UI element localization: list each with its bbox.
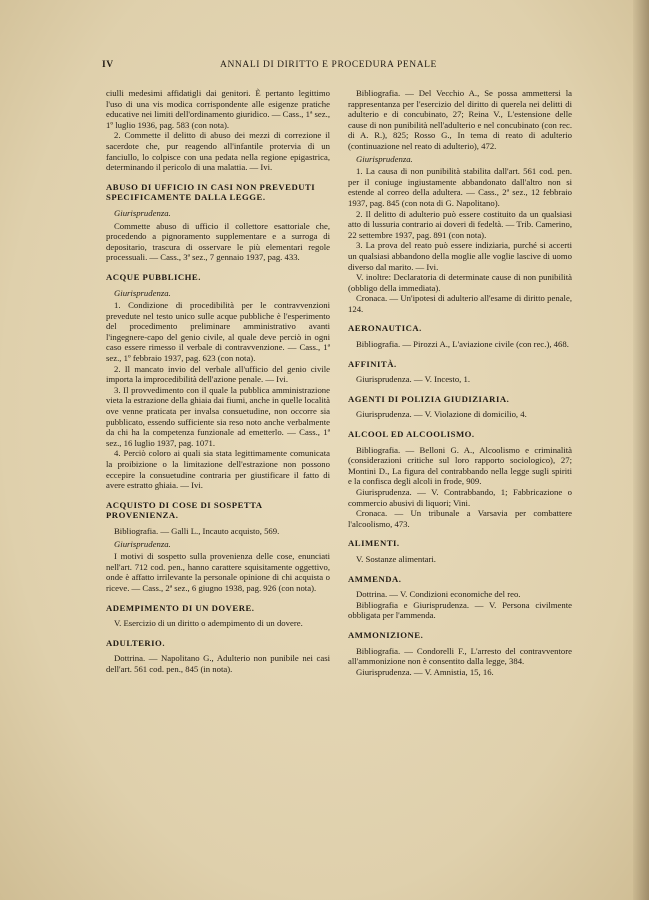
section-label: Giurisprudenza. <box>114 287 171 298</box>
entry-heading-alcool: ALCOOL ED ALCOOLISMO. <box>348 429 475 440</box>
paragraph: Bibliografia. — Galli L., Incauto acquisto, 569. <box>114 525 280 536</box>
running-title: ANNALI DI DIRITTO E PROCEDURA PENALE <box>220 60 437 70</box>
left-column <box>106 88 330 675</box>
paragraph: Cronaca. — Un tribunale a Varsavia per combattere l'alcoolismo, 473. <box>348 508 572 529</box>
entry-heading-ammenda: AMMENDA. <box>348 573 402 584</box>
entry-heading-agenti-polizia: AGENTI DI POLIZIA GIUDIZIARIA. <box>348 393 510 404</box>
paragraph: 4. Perciò coloro ai quali sia stata legittimamente comunicata la proibizione o la limitazione dell'estrazione non possono eccepire la consuetudine contraria per giustificare il fatto di avere estratto ghiaia. — Ivi. <box>106 448 330 491</box>
paragraph: V. Esercizio di un diritto o adempimento di un dovere. <box>114 618 303 629</box>
paragraph: 3. La prova del reato può essere indiziaria, purché si accerti un qualsiasi abbandono della moglie alle voglie lascive di uomo diverso dal marito. — Ivi. <box>348 240 572 272</box>
page-header <box>102 60 602 74</box>
paragraph: Giurisprudenza. — V. Amnistia, 15, 16. <box>356 666 494 677</box>
entry-heading-affinita: AFFINITÀ. <box>348 358 397 369</box>
paragraph: 1. Condizione di procedibilità per le contravvenzioni prevedute nel testo unico sulle acque pubbliche è l'esperimento del procedimento preliminare amministrativo avanti l'ingegnere-capo del genio civile, al quale deve perciò in ogni caso essere rimesso il verbale di contravvenzione. — Cass., 1ª sez., 1º febbraio 1937, pag. 623 (con nota). <box>106 300 330 364</box>
paragraph: I motivi di sospetto sulla provenienza delle cose, enunciati nell'art. 712 cod. pen., hanno carattere squisitamente oggettivo, onde è affatto irrilevante la personale opinione di chi acquista o riceve. — Cass., 2ª sez., 6 giugno 1938, pag. 926 (con nota). <box>106 551 330 593</box>
paragraph: 2. Commette il delitto di abuso dei mezzi di correzione il sacerdote che, pur reagendo all'infantile protervia di un fanciullo, lo colpisce con una pedata nella regione epigastrica, determinando il pericolo di una malattia. — Ivi. <box>106 130 330 173</box>
section-label: Giurisprudenza. <box>114 538 171 549</box>
entry-heading-alimenti: ALIMENTI. <box>348 538 400 549</box>
paragraph: ciulli medesimi affidatigli dai genitori. È pertanto legittimo l'uso di una vis modica corrispondente alle esigenze pratiche educative nei limiti dell'ordinamento giuridico. — Cass., 1ª sez., 1º luglio 1936, pag. 583 (con nota). <box>106 88 330 130</box>
entry-heading-adulterio: ADULTERIO. <box>106 637 165 648</box>
page-number: IV <box>102 60 114 70</box>
paragraph: 2. Il mancato invio del verbale all'ufficio del genio civile importa la improcedibilità dell'azione penale. — Ivi. <box>106 363 330 385</box>
section-label: Giurisprudenza. <box>356 153 413 164</box>
paragraph: Bibliografia. — Pirozzi A., L'aviazione civile (con rec.), 468. <box>356 339 569 350</box>
entry-heading-acquisto-cose: ACQUISTO DI COSE DI SOSPETTA PROVENIENZA. <box>106 499 263 521</box>
paragraph: Bibliografia e Giurisprudenza. — V. Persona civilmente obbligata per l'ammenda. <box>348 599 572 621</box>
paragraph: 2. Il delitto di adulterio può essere costituito da un qualsiasi atto di lussuria contrario ai doveri di fedeltà. — Trib. Camerino, 22 settembre 1937, pag. 891 (con nota). <box>348 208 572 240</box>
paragraph: Bibliografia. — Del Vecchio A., Se possa ammettersi la rappresentanza per l'esercizio del diritto di querela nei delitti di adulterio e di concubinato, 27; Reina V., L'estensione delle cause di non punibilità nell'adulterio e nel concubinato (con rec. di A. R.), 825; Rosso G., In tema di reato di adulterio (continuazione nel reato di adulterio), 472. <box>348 88 572 151</box>
section-label: Giurisprudenza. <box>114 207 171 218</box>
paragraph: Giurisprudenza. — V. Contrabbando, 1; Fabbricazione o commercio abusivi di liquori; Vini. <box>348 487 572 508</box>
entry-heading-aeronautica: AERONAUTICA. <box>348 323 422 334</box>
paragraph: Bibliografia. — Condorelli F., L'arresto del contravventore all'ammonizione non è consentito dalla legge, 384. <box>348 645 572 667</box>
entry-heading-adempimento: ADEMPIMENTO DI UN DOVERE. <box>106 602 255 613</box>
paragraph: V. inoltre: Declaratoria di determinate cause di non punibilità (obbligo della immediata). <box>348 272 572 293</box>
entry-heading-acque-pubbliche: ACQUE PUBBLICHE. <box>106 271 201 282</box>
paragraph: Cronaca. — Un'ipotesi di adulterio all'esame di diritto penale, 124. <box>348 293 572 314</box>
entry-heading-abuso-di-ufficio: ABUSO DI UFFICIO IN CASI NON PREVEDUTI SPECIFICAMENTE DALLA LEGGE. <box>106 181 316 203</box>
paragraph: 3. Il provvedimento con il quale la pubblica amministrazione vieta la estrazione della ghiaia dai fiumi, anche in quelle località ove venne praticata per invalsa consuetudine, non occorre sia pubblicato, essendo sufficiente sia reso noto anche verbalmente da chi ha la competenza funzionale ad emetterlo. — Cass., 1ª sez., 16 luglio 1937, pag. 1071. <box>106 384 330 448</box>
paragraph: Commette abuso di ufficio il collettore esattoriale che, procedendo a pignoramento supplementare e a surroga di depositario, trascura di osservare le più elementari regole processuali. — Cass., 3ª sez., 7 gennaio 1937, pag. 433. <box>106 220 330 263</box>
paragraph: Giurisprudenza. — V. Incesto, 1. <box>356 374 471 385</box>
paragraph: V. Sostanze alimentari. <box>356 553 436 564</box>
paragraph: Giurisprudenza. — V. Violazione di domicilio, 4. <box>356 409 527 420</box>
paragraph: 1. La causa di non punibilità stabilita dall'art. 561 cod. pen. per il coniuge ingiustamente abbandonato dall'altro non si estende al correo della adultera. — Cass., 2ª sez., 12 febbraio 1937, pag. 845 (con nota di G. Napolitano). <box>348 166 572 208</box>
entry-heading-ammonizione: AMMONIZIONE. <box>348 629 424 640</box>
page-edge-shadow <box>633 0 649 900</box>
paragraph: Bibliografia. — Belloni G. A., Alcoolismo e criminalità (considerazioni critiche sul loro rapporto sociologico), 27; Montini D., La figura del contrabbando nella legge sugli spiriti e la confisca degli alcoli in frode, 909. <box>348 444 572 487</box>
paragraph: Dottrina. — V. Condizioni economiche del reo. <box>356 589 521 600</box>
right-column <box>348 88 572 677</box>
paragraph: Dottrina. — Napolitano G., Adulterio non punibile nei casi dell'art. 561 cod. pen., 845 (in nota). <box>106 653 330 674</box>
